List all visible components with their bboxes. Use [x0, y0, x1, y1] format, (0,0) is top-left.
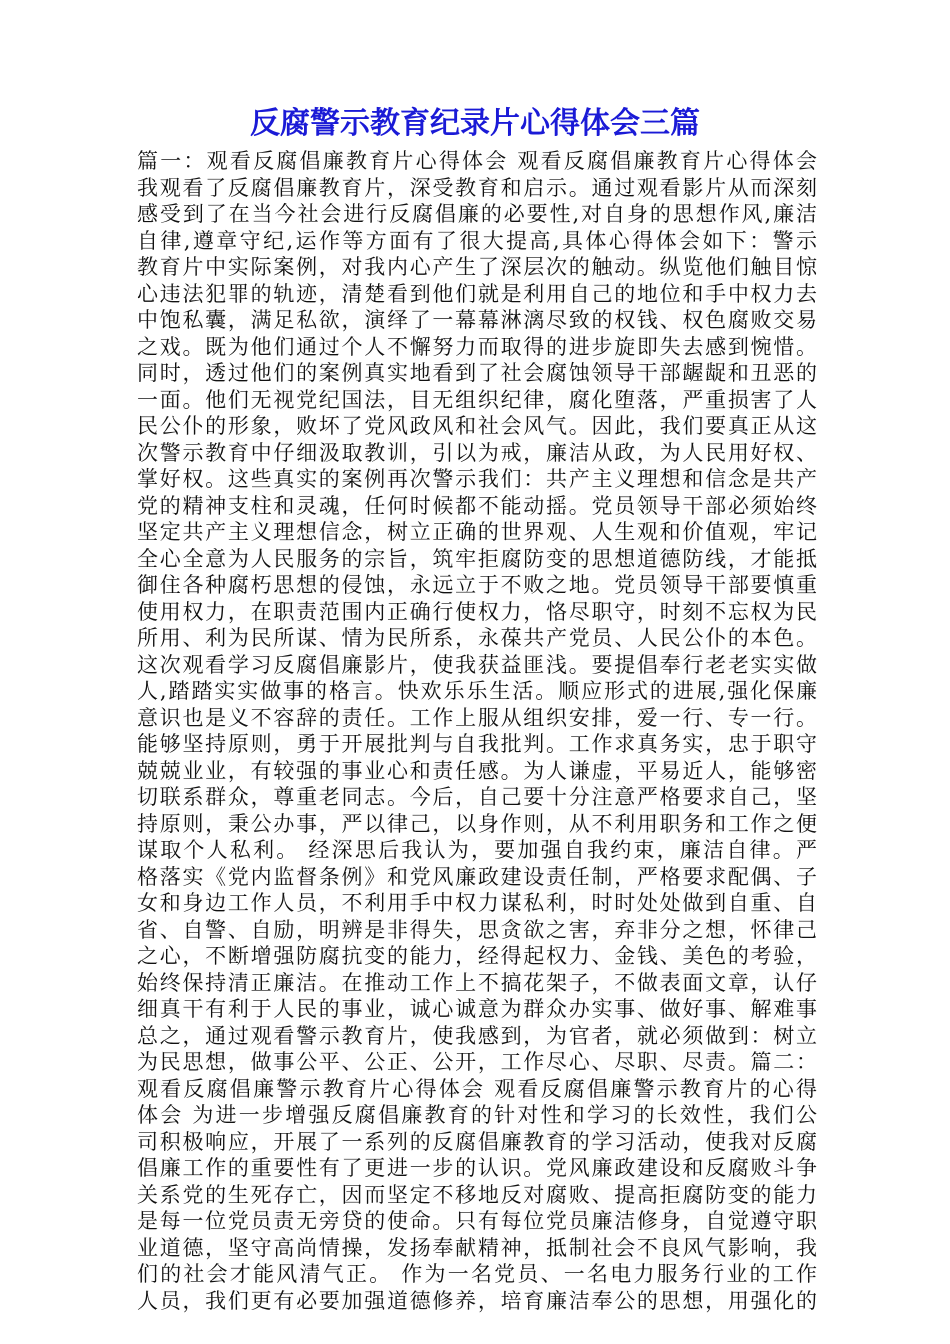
body-line: 们的社会才能风清气正。 作为一名党员、一名电力服务行业的工作: [137, 1262, 817, 1286]
body-line: 自律,遵章守纪,运作等方面有了很大提高,具体心得体会如下：警示: [137, 228, 817, 253]
body-line: 这次观看学习反腐倡廉影片，使我获益匪浅。要提倡奉行老老实实做: [137, 652, 817, 677]
body-line: 使用权力，在职责范围内正确行使权力，恪尽职守，时刻不忘权为民: [137, 599, 817, 624]
body-line: 体会 为进一步增强反腐倡廉教育的针对性和学习的长效性，我们公: [137, 1103, 817, 1127]
body-line: 篇一：观看反腐倡廉教育片心得体会 观看反腐倡廉教育片心得体会: [137, 149, 817, 173]
body-line: 关系党的生死存亡，因而坚定不移地反对腐败、提高拒腐防变的能力: [137, 1182, 817, 1207]
body-line: 业道德，坚守高尚情操，发扬奉献精神，抵制社会不良风气影响，我: [137, 1235, 817, 1260]
body-line: 一面。他们无视党纪国法，目无组织纪律，腐化堕落，严重损害了人: [137, 387, 817, 412]
body-line: 全心全意为人民服务的宗旨，筑牢拒腐防变的思想道德防线，才能抵: [137, 546, 817, 571]
body-line: 女和身边工作人员，不利用手中权力谋私利，时时处处做到自重、自: [137, 891, 817, 915]
body-line: 心违法犯罪的轨迹，清楚看到他们就是利用自己的地位和手中权力去: [137, 281, 817, 306]
body-line: 司积极响应，开展了一系列的反腐倡廉教育的学习活动，使我对反腐: [137, 1129, 817, 1154]
body-line: 为民思想，做事公平、公正、公开，工作尽心、尽职、尽责。篇二：: [137, 1050, 817, 1074]
body-line: 党的精神支柱和灵魂，任何时候都不能动摇。党员领导干部必须始终: [137, 493, 817, 518]
body-line: 坚定共产主义理想信念，树立正确的世界观、人生观和价值观，牢记: [137, 520, 817, 544]
body-line: 中饱私囊，满足私欲，演绎了一幕幕淋漓尽致的权钱、权色腐败交易: [137, 308, 817, 332]
body-line: 我观看了反腐倡廉教育片，深受教育和启示。通过观看影片从而深刻: [137, 175, 817, 200]
body-line: 倡廉工作的重要性有了更进一步的认识。党风廉政建设和反腐败斗争: [137, 1156, 817, 1180]
body-line: 观看反腐倡廉警示教育片心得体会 观看反腐倡廉警示教育片的心得: [137, 1076, 817, 1101]
body-line: 持原则，秉公办事，严以律己，以身作则，从不利用职务和工作之便: [137, 811, 817, 836]
body-line: 民公仆的形象，败坏了党风政风和社会风气。因此，我们要真正从这: [137, 414, 817, 438]
document-title: 反腐警示教育纪录片心得体会三篇: [250, 106, 700, 141]
body-line: 意识也是义不容辞的责任。工作上服从组织安排，爱一行、专一行。: [137, 705, 817, 730]
body-line: 教育片中实际案例，对我内心产生了深层次的触动。纵览他们触目惊: [137, 255, 817, 279]
document-body: [137, 148, 817, 1314]
body-line: 格落实《党内监督条例》和党风廉政建设责任制，严格要求配偶、子: [137, 864, 817, 889]
body-line: 次警示教育中仔细汲取教训，引以为戒，廉洁从政，为人民用好权、: [137, 440, 817, 465]
body-line: 人,踏踏实实做事的格言。快欢乐乐生活。顺应形式的进展,强化保廉: [137, 679, 817, 703]
body-line: 谋取个人私利。 经深思后我认为，要加强自我约束，廉洁自律。严: [137, 838, 817, 862]
body-line: 御住各种腐朽思想的侵蚀，永远立于不败之地。党员领导干部要慎重: [137, 573, 817, 597]
body-line: 之戏。既为他们通过个人不懈努力而取得的进步旋即失去感到惋惜。: [137, 334, 817, 359]
body-line: 是每一位党员责无旁贷的使命。只有每位党员廉洁修身，自觉遵守职: [137, 1209, 817, 1233]
body-line: 兢兢业业，有较强的事业心和责任感。为人谦虚，平易近人，能够密: [137, 758, 817, 783]
body-line: 掌好权。这些真实的案例再次警示我们：共产主义理想和信念是共产: [137, 467, 817, 491]
body-line: 所用、利为民所谋、情为民所系，永葆共产党员、人民公仆的本色。: [137, 626, 817, 650]
body-line: 之心，不断增强防腐抗变的能力，经得起权力、金钱、美色的考验，: [137, 944, 817, 968]
body-line: 省、自警、自励，明辨是非得失，思贪欲之害，弃非分之想，怀律己: [137, 917, 817, 942]
body-line: 切联系群众，尊重老同志。今后，自己要十分注意严格要求自己，坚: [137, 785, 817, 809]
body-line: 总之，通过观看警示教育片，使我感到，为官者，就必须做到：树立: [137, 1023, 817, 1048]
body-line: 感受到了在当今社会进行反腐倡廉的必要性,对自身的思想作风,廉洁: [137, 202, 817, 226]
body-line: 细真干有利于人民的事业，诚心诚意为群众办实事、做好事、解难事: [137, 997, 817, 1021]
body-line: 同时，透过他们的案例真实地看到了社会腐蚀领导干部龌龊和丑恶的: [137, 361, 817, 385]
body-line: 人员，我们更有必要加强道德修养，培育廉洁奉公的思想，用强化的: [137, 1288, 817, 1313]
body-line: 始终保持清正廉洁。在推动工作上不搞花架子，不做表面文章，认仔: [137, 970, 817, 995]
body-line: 能够坚持原则，勇于开展批判与自我批判。工作求真务实，忠于职守: [137, 732, 817, 756]
